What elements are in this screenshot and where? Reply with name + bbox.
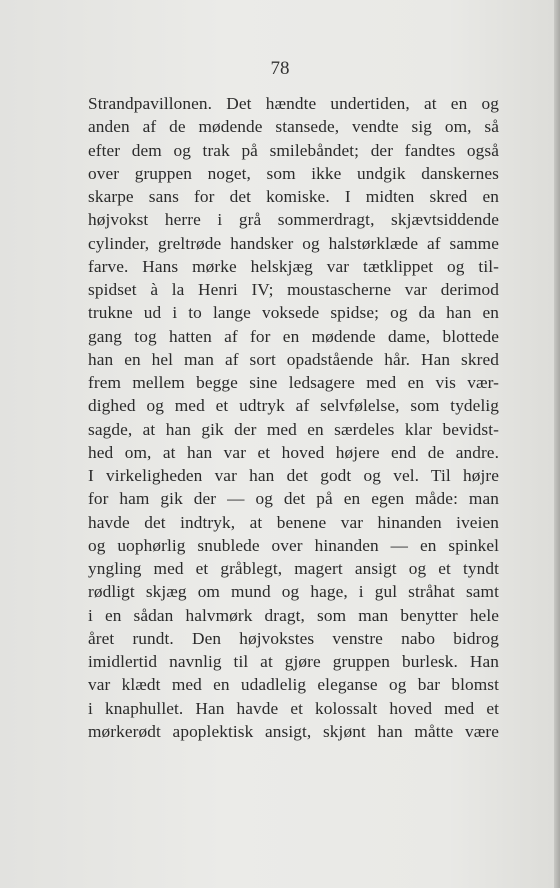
page-number: 78 xyxy=(270,58,290,79)
text-line: efter dem og trak på smilebåndet; der fandtes også xyxy=(88,140,499,160)
page-edge-shadow xyxy=(554,0,560,888)
text-line: rødligt skjæg om mund og hage, i gul stråhat samt xyxy=(88,582,499,602)
text-line: for ham gik der — og det på en egen måde: man xyxy=(88,489,499,509)
text-line: og uophørlig snublede over hinanden — en spinkel xyxy=(88,535,499,555)
text-line: sagde, at han gik der med en særdeles klar bevidst- xyxy=(88,419,499,439)
text-line: mørkerødt apoplektisk ansigt, skjønt han måtte være xyxy=(88,721,499,741)
body-text xyxy=(88,92,499,743)
text-line: spidset à la Henri IV; moustascherne var derimod xyxy=(88,280,499,299)
text-line: gang tog hatten af for en mødende dame, blottede xyxy=(88,326,499,346)
text-line: dighed og med et udtryk af selvfølelse, som tydelig xyxy=(88,396,499,416)
text-line: trukne ud i to lange voksede spidse; og da han en xyxy=(88,303,499,323)
text-line: havde det indtryk, at benene var hinanden iveien xyxy=(88,512,499,532)
text-line: var klædt med en udadlelig eleganse og bar blomst xyxy=(88,675,499,695)
text-line: imidlertid navnlig til at gjøre gruppen burlesk. Han xyxy=(88,652,499,671)
text-line: Strandpavillonen. Det hændte undertiden, at en og xyxy=(88,94,499,113)
text-line: cylinder, greltrøde handsker og halstørklæde af samme xyxy=(88,233,499,253)
text-line: året rundt. Den højvokstes venstre nabo bidrog xyxy=(88,628,499,648)
text-line: farve. Hans mørke helskjæg var tætklippet og til- xyxy=(88,256,499,276)
text-line: skarpe sans for det komiske. I midten skred en xyxy=(88,187,499,206)
text-line: yngling med et gråblegt, magert ansigt og et tyndt xyxy=(88,559,499,578)
text-line: over gruppen noget, som ikke undgik danskernes xyxy=(88,163,499,183)
text-line: hed om, at han var et hoved højere end de andre. xyxy=(88,442,499,462)
text-line: frem mellem begge sine ledsagere med en vis vær- xyxy=(88,373,499,392)
text-line: I virkeligheden var han det godt og vel. Til højre xyxy=(88,466,499,485)
text-line: i knaphullet. Han havde et kolossalt hoved med et xyxy=(88,698,499,718)
text-line: højvokst herre i grå sommerdragt, skjævtsiddende xyxy=(88,210,499,230)
text-line: anden af de mødende stansede, vendte sig om, så xyxy=(88,117,499,137)
text-line: i en sådan halvmørk dragt, som man benytter hele xyxy=(88,605,499,625)
text-line: han en hel man af sort opadstående hår. Han skred xyxy=(88,349,499,369)
